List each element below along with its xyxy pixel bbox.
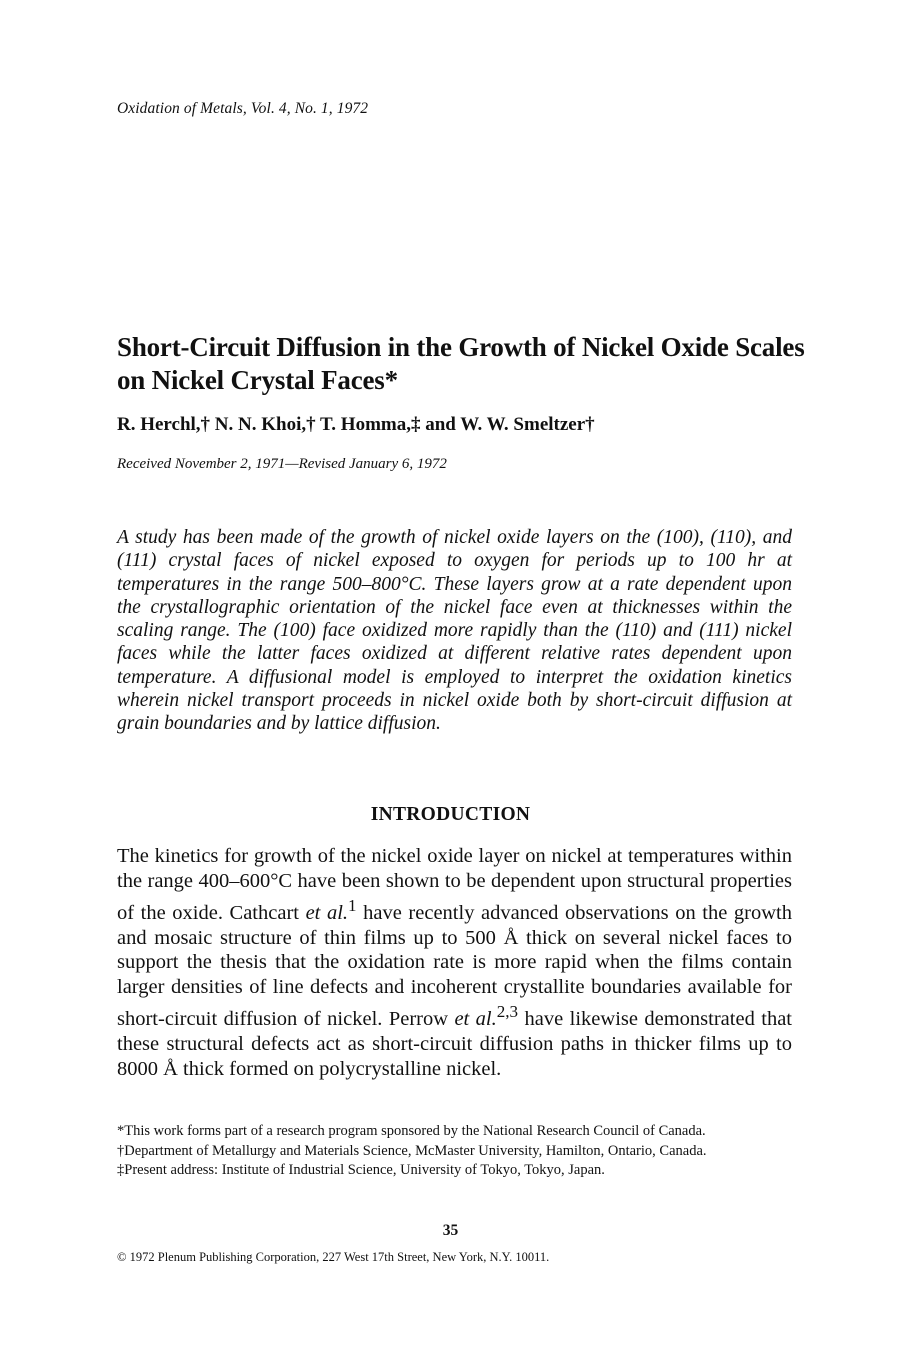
et-al-2: et al. <box>454 1008 497 1031</box>
citation-ref-2: 2,3 <box>496 1002 519 1022</box>
section-heading: INTRODUCTION <box>370 804 531 825</box>
intro-text-3: have likewise demonstrated that these structural defects act as short-circuit diffusion paths in thicker films up to 8000 Å thick formed on polycrystalline nickel. <box>117 1008 792 1080</box>
footnote-affiliation-tokyo: ‡Present address: Institute of Industrial Science, University of Tokyo, Tokyo, Japan. <box>117 1162 605 1178</box>
intro-text-1: The kinetics for growth of the nickel oxide layer on nickel at temperatures within the range 400–600°C have been shown to be dependent upon structural properties of the oxide. Cathcart <box>117 845 792 924</box>
footnote-funding: *This work forms part of a research program sponsored by the National Research Council of Canada. <box>117 1123 706 1139</box>
footnote-affiliation-mcmaster: †Department of Metallurgy and Materials Science, McMaster University, Hamilton, Ontario, Canada. <box>117 1142 707 1159</box>
et-al-1: et al. <box>305 901 349 924</box>
page-number: 35 <box>442 1222 459 1239</box>
introduction-paragraph <box>117 844 792 1082</box>
received-date: Received November 2, 1971—Revised January 6, 1972 <box>117 456 447 472</box>
abstract: A study has been made of the growth of nickel oxide layers on the (100), (110), and (111) crystal faces of nickel exposed to oxygen for periods up to 100 hr at temperatures in the range 500–800°C. These layers grow at a rate dependent upon the crystallographic orientation of the nickel face even at thicknesses within the scaling range. The (100) face oxidized more rapidly than the (110) and (111) nickel faces while the latter faces oxidized at different relative rates dependent upon temperature. A diffusional model is employed to interpret the oxidation kinetics wherein nickel transport proceeds in nickel oxide both by short-circuit diffusion at grain boundaries and by lattice diffusion. <box>117 527 792 735</box>
intro-text-2: have recently advanced observations on the growth and mosaic structure of thin films up to 500 Å thick on several nickel faces to support the thesis that the oxidation rate is more rapid when the films contain larger densities of line defects and incoherent crystallite boundaries available for short-circuit diffusion of nickel. Perrow <box>117 901 792 1031</box>
copyright-notice: © 1972 Plenum Publishing Corporation, 227 West 17th Street, New York, N.Y. 10011. <box>117 1250 550 1264</box>
author-list: R. Herchl,† N. N. Khoi,† T. Homma,‡ and W. W. Smeltzer† <box>117 414 595 435</box>
journal-citation: Oxidation of Metals, Vol. 4, No. 1, 1972 <box>117 100 369 117</box>
citation-ref-1: 1 <box>348 895 357 915</box>
paper-title: Short-Circuit Diffusion in the Growth of Nickel Oxide Scales on Nickel Crystal Faces* <box>117 332 805 395</box>
footnotes <box>117 1122 792 1181</box>
